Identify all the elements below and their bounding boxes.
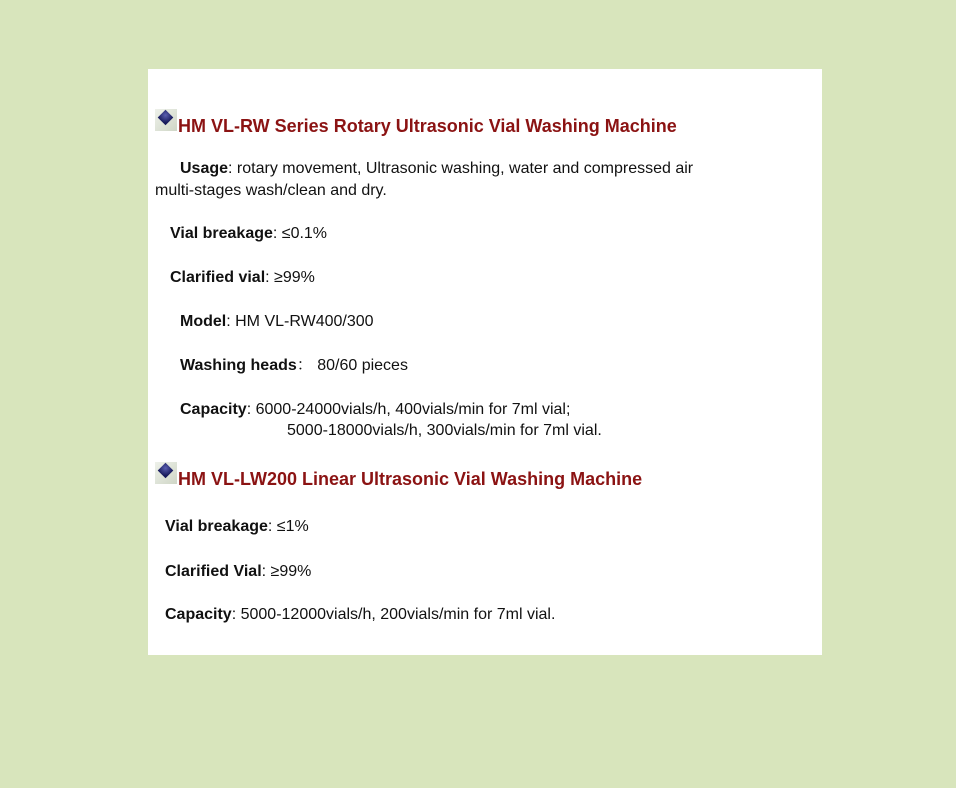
linear-capacity-row xyxy=(165,606,555,624)
section-title-rotary: HM VL-RW Series Rotary Ultrasonic Vial Washing Machine xyxy=(178,116,677,136)
linear-breakage-row xyxy=(165,518,309,536)
model-row xyxy=(180,313,374,331)
model-value: : HM VL-RW400/300 xyxy=(226,313,374,330)
washing-heads-label: Washing heads xyxy=(180,357,297,374)
linear-clarified-row xyxy=(165,563,311,581)
model-label: Model xyxy=(180,313,227,330)
linear-clarified-value: : ≥99% xyxy=(261,563,312,580)
diamond-bullet-icon xyxy=(155,109,177,131)
usage-continuation: multi-stages wash/clean and dry. xyxy=(155,182,387,199)
capacity-label: Capacity xyxy=(180,401,247,418)
washing-heads-row xyxy=(180,357,408,375)
usage-label: Usage xyxy=(180,160,229,177)
capacity-continuation: 5000-18000vials/h, 300vials/min for 7ml vial. xyxy=(287,422,602,439)
linear-clarified-label: Clarified Vial xyxy=(165,563,262,580)
clarified-vial-label: Clarified vial xyxy=(170,269,266,286)
vial-breakage-row xyxy=(170,225,327,243)
linear-capacity-label: Capacity xyxy=(165,606,232,623)
linear-breakage-label: Vial breakage xyxy=(165,518,268,535)
usage-row xyxy=(180,160,693,178)
clarified-vial-value: : ≥99% xyxy=(265,269,315,286)
capacity-value: : 6000-24000vials/h, 400vials/min for 7ml vial; xyxy=(246,401,571,418)
linear-capacity-value: : 5000-12000vials/h, 200vials/min for 7ml vial. xyxy=(231,606,556,623)
usage-value: : rotary movement, Ultrasonic washing, water and compressed air xyxy=(228,160,694,177)
clarified-vial-row xyxy=(170,269,315,287)
diamond-bullet-icon xyxy=(155,462,177,484)
vial-breakage-value: : ≤0.1% xyxy=(272,225,328,242)
content-panel xyxy=(148,69,822,655)
capacity-row xyxy=(180,401,570,419)
washing-heads-value: ： 80/60 pieces xyxy=(296,357,408,374)
linear-breakage-value: : ≤1% xyxy=(267,518,309,535)
vial-breakage-label: Vial breakage xyxy=(170,225,273,242)
section-title-linear: HM VL-LW200 Linear Ultrasonic Vial Washing Machine xyxy=(178,469,643,489)
